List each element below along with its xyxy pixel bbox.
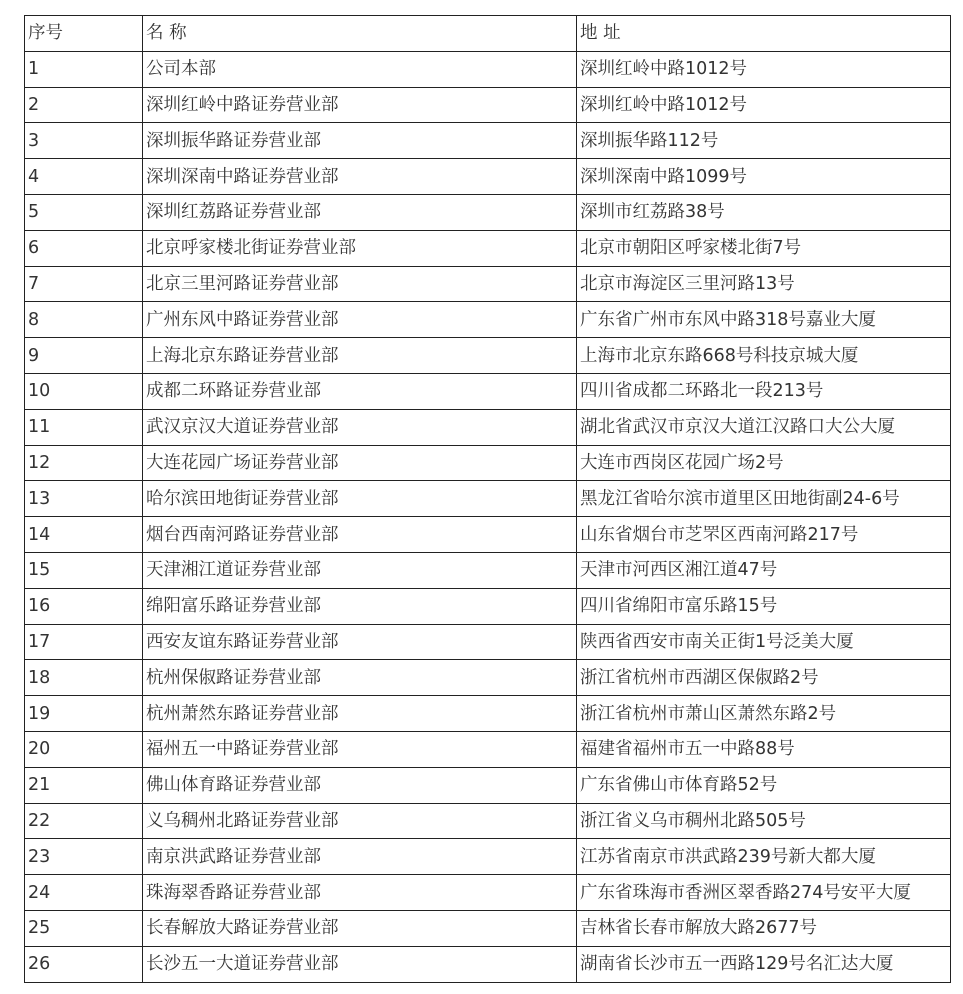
- cell-address: 深圳振华路112号: [577, 123, 951, 159]
- table-row: [25, 839, 951, 875]
- cell-name: 佛山体育路证券营业部: [143, 767, 577, 803]
- cell-name: 西安友谊东路证券营业部: [143, 624, 577, 660]
- cell-address: 广东省珠海市香洲区翠香路274号安平大厦: [577, 875, 951, 911]
- cell-address: 浙江省义乌市稠州北路505号: [577, 803, 951, 839]
- table-row: [25, 803, 951, 839]
- table-row: [25, 660, 951, 696]
- table-row: [25, 552, 951, 588]
- cell-address: 北京市海淀区三里河路13号: [577, 266, 951, 302]
- table-row: [25, 373, 951, 409]
- table-row: [25, 302, 951, 338]
- table-row: [25, 731, 951, 767]
- cell-name: 烟台西南河路证券营业部: [143, 517, 577, 553]
- cell-no: 14: [25, 517, 143, 553]
- table-row: [25, 767, 951, 803]
- cell-no: 26: [25, 946, 143, 982]
- cell-address: 陕西省西安市南关正街1号泛美大厦: [577, 624, 951, 660]
- cell-name: 哈尔滨田地街证券营业部: [143, 481, 577, 517]
- cell-no: 7: [25, 266, 143, 302]
- header-no: 序号: [25, 16, 143, 52]
- cell-name: 上海北京东路证券营业部: [143, 338, 577, 374]
- cell-no: 17: [25, 624, 143, 660]
- cell-name: 杭州萧然东路证券营业部: [143, 696, 577, 732]
- table-row: [25, 194, 951, 230]
- table-row: [25, 123, 951, 159]
- table-row: [25, 910, 951, 946]
- table-row: [25, 159, 951, 195]
- cell-address: 深圳深南中路1099号: [577, 159, 951, 195]
- cell-address: 吉林省长春市解放大路2677号: [577, 910, 951, 946]
- table-row: [25, 445, 951, 481]
- cell-no: 3: [25, 123, 143, 159]
- cell-name: 深圳红荔路证券营业部: [143, 194, 577, 230]
- table-row: [25, 230, 951, 266]
- cell-name: 福州五一中路证券营业部: [143, 731, 577, 767]
- header-address: 地 址: [577, 16, 951, 52]
- cell-name: 成都二环路证券营业部: [143, 373, 577, 409]
- cell-name: 长沙五一大道证券营业部: [143, 946, 577, 982]
- cell-name: 深圳深南中路证券营业部: [143, 159, 577, 195]
- table-row: [25, 51, 951, 87]
- cell-no: 21: [25, 767, 143, 803]
- cell-address: 湖北省武汉市京汉大道江汉路口大公大厦: [577, 409, 951, 445]
- cell-name: 天津湘江道证券营业部: [143, 552, 577, 588]
- cell-no: 5: [25, 194, 143, 230]
- table-row: [25, 338, 951, 374]
- cell-name: 深圳红岭中路证券营业部: [143, 87, 577, 123]
- table-row: [25, 266, 951, 302]
- cell-address: 浙江省杭州市萧山区萧然东路2号: [577, 696, 951, 732]
- table-row: [25, 946, 951, 982]
- cell-no: 20: [25, 731, 143, 767]
- cell-address: 湖南省长沙市五一西路129号名汇达大厦: [577, 946, 951, 982]
- cell-name: 珠海翠香路证券营业部: [143, 875, 577, 911]
- cell-address: 北京市朝阳区呼家楼北街7号: [577, 230, 951, 266]
- cell-address: 福建省福州市五一中路88号: [577, 731, 951, 767]
- table-header-row: [25, 16, 951, 52]
- cell-address: 四川省成都二环路北一段213号: [577, 373, 951, 409]
- cell-no: 9: [25, 338, 143, 374]
- cell-no: 18: [25, 660, 143, 696]
- cell-no: 2: [25, 87, 143, 123]
- cell-no: 10: [25, 373, 143, 409]
- cell-address: 广东省佛山市体育路52号: [577, 767, 951, 803]
- cell-no: 15: [25, 552, 143, 588]
- cell-name: 广州东风中路证券营业部: [143, 302, 577, 338]
- header-name: 名 称: [143, 16, 577, 52]
- cell-name: 深圳振华路证券营业部: [143, 123, 577, 159]
- branch-table: [24, 15, 951, 983]
- cell-no: 19: [25, 696, 143, 732]
- table-row: [25, 588, 951, 624]
- cell-address: 深圳红岭中路1012号: [577, 51, 951, 87]
- cell-address: 四川省绵阳市富乐路15号: [577, 588, 951, 624]
- cell-address: 山东省烟台市芝罘区西南河路217号: [577, 517, 951, 553]
- cell-address: 大连市西岗区花园广场2号: [577, 445, 951, 481]
- cell-no: 12: [25, 445, 143, 481]
- cell-name: 绵阳富乐路证券营业部: [143, 588, 577, 624]
- cell-address: 天津市河西区湘江道47号: [577, 552, 951, 588]
- cell-no: 8: [25, 302, 143, 338]
- cell-no: 16: [25, 588, 143, 624]
- cell-address: 广东省广州市东风中路318号嘉业大厦: [577, 302, 951, 338]
- cell-name: 大连花园广场证券营业部: [143, 445, 577, 481]
- cell-no: 4: [25, 159, 143, 195]
- cell-name: 公司本部: [143, 51, 577, 87]
- table-row: [25, 624, 951, 660]
- cell-address: 黑龙江省哈尔滨市道里区田地街副24-6号: [577, 481, 951, 517]
- cell-no: 24: [25, 875, 143, 911]
- cell-name: 武汉京汉大道证券营业部: [143, 409, 577, 445]
- table-row: [25, 696, 951, 732]
- cell-name: 北京呼家楼北街证券营业部: [143, 230, 577, 266]
- cell-no: 11: [25, 409, 143, 445]
- cell-name: 北京三里河路证券营业部: [143, 266, 577, 302]
- cell-name: 杭州保俶路证券营业部: [143, 660, 577, 696]
- cell-address: 江苏省南京市洪武路239号新大都大厦: [577, 839, 951, 875]
- branch-list-sheet: [24, 15, 950, 983]
- cell-no: 22: [25, 803, 143, 839]
- cell-no: 6: [25, 230, 143, 266]
- cell-address: 上海市北京东路668号科技京城大厦: [577, 338, 951, 374]
- cell-no: 23: [25, 839, 143, 875]
- cell-no: 25: [25, 910, 143, 946]
- cell-name: 长春解放大路证券营业部: [143, 910, 577, 946]
- table-row: [25, 87, 951, 123]
- cell-name: 义乌稠州北路证券营业部: [143, 803, 577, 839]
- table-body: [25, 16, 951, 983]
- cell-name: 南京洪武路证券营业部: [143, 839, 577, 875]
- table-row: [25, 481, 951, 517]
- cell-address: 浙江省杭州市西湖区保俶路2号: [577, 660, 951, 696]
- cell-address: 深圳红岭中路1012号: [577, 87, 951, 123]
- cell-address: 深圳市红荔路38号: [577, 194, 951, 230]
- cell-no: 1: [25, 51, 143, 87]
- cell-no: 13: [25, 481, 143, 517]
- table-row: [25, 517, 951, 553]
- table-row: [25, 875, 951, 911]
- table-row: [25, 409, 951, 445]
